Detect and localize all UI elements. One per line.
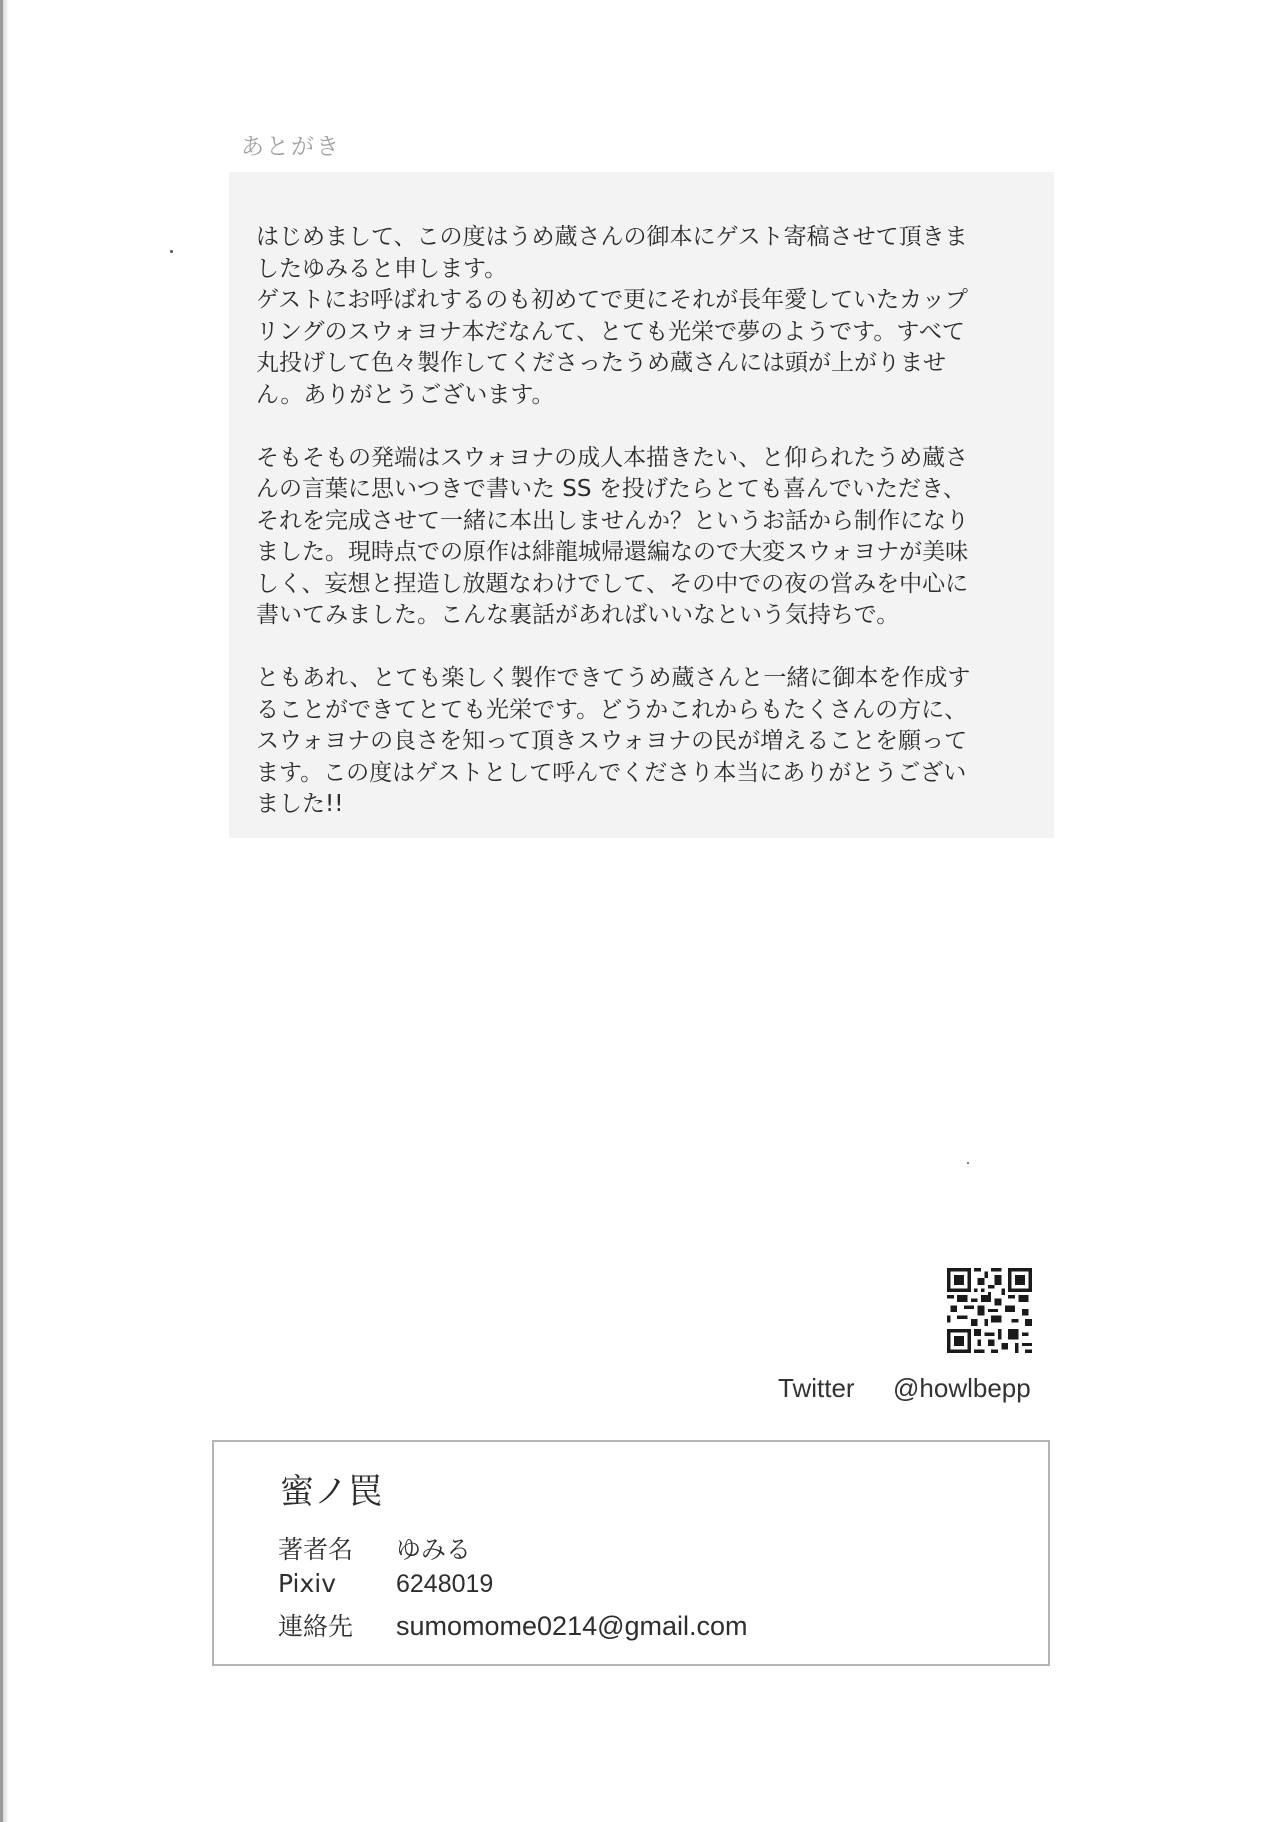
colophon-label: 著者名: [278, 1535, 354, 1564]
colophon-label: 連絡先: [278, 1612, 354, 1641]
pixiv-id[interactable]: 6248019: [396, 1570, 494, 1598]
colophon-label: Pixiv: [278, 1569, 337, 1598]
paper-speck: [170, 250, 173, 253]
twitter-label: Twitter: [778, 1373, 855, 1403]
afterword-paragraph: はじめまして、この度はうめ蔵さんの御本にゲスト寄稿させて頂きま したゆみると申します。 ゲストにお呼ばれするのも初めてで更にそれが長年愛していたカップ リングのスウォヨナ本だなんて、とても光栄で夢のようです。すべて 丸投げして色々製作してくださったうめ蔵さんには頭が上がりませ ん。ありがとうございます。: [256, 224, 968, 408]
afterword-paragraph: ともあれ、とても楽しく製作できてうめ蔵さんと一緒に御本を作成す ることができてとても光栄です。どうかこれからもたくさんの方に、 スウォヨナの良さを知って頂きスウォヨナの民が増えることを願って ます。この度はゲストとして呼んでくださり本当にありがとうござい ました!!: [256, 665, 971, 817]
colophon-row-pixiv: [278, 1569, 493, 1599]
colophon-box: [212, 1440, 1050, 1666]
book-title: 蜜ノ罠: [280, 1472, 382, 1512]
page-binding-shadow: [3, 0, 9, 1822]
author-name: ゆみる: [396, 1536, 472, 1564]
twitter-handle[interactable]: @howlbepp: [893, 1373, 1031, 1403]
afterword-body: [256, 222, 1034, 852]
paper-speck: [967, 1162, 969, 1164]
page-heading: あとがき: [241, 134, 341, 160]
colophon-row-contact: [278, 1607, 748, 1643]
afterword-paragraph: そもそもの発端はスウォヨナの成人本描きたい、と仰られたうめ蔵さ んの言葉に思いつきで書いた SS を投げたらとても喜んでいただき、 それを完成させて一緒に本出しませんか？というお話から制作になり ました。現時点での原作は緋龍城帰還編なので大変スウォヨナが美味 しく、妄想と捏造し放題なわけでして、その中での夜の営みを中心に 書いてみました。こんな裏話があればいいなという気持ちで。: [256, 444, 969, 628]
colophon-row-author: [278, 1530, 471, 1566]
contact-email[interactable]: sumomome0214@gmail.com: [396, 1611, 748, 1641]
qr-code-icon: [947, 1268, 1032, 1353]
